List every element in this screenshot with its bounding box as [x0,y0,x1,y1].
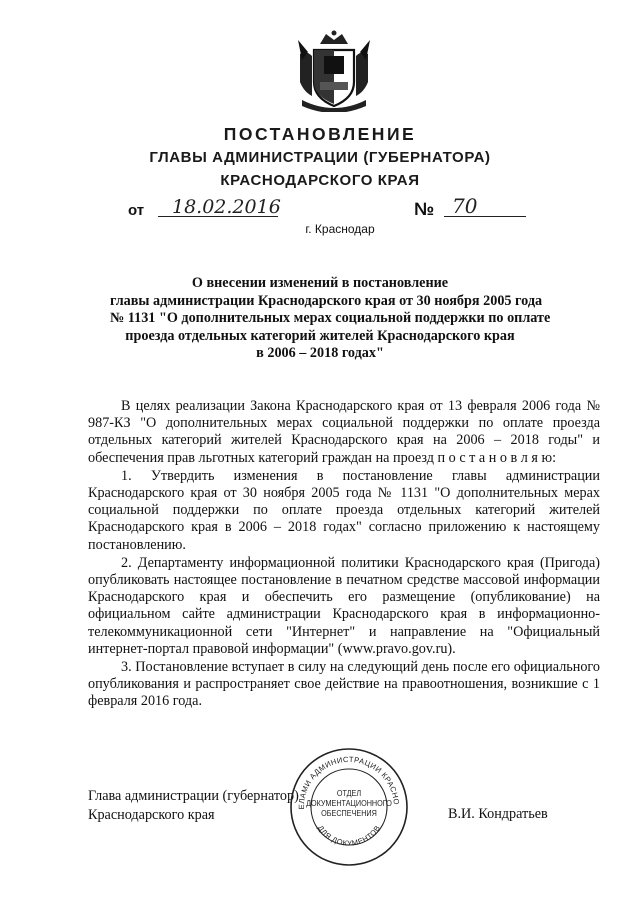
signatory-position-line-2: Краснодарского края [88,807,215,823]
issuer-line-1: ГЛАВЫ АДМИНИСТРАЦИИ (ГУБЕРНАТОРА) [149,149,491,166]
stamp-center-text [295,788,402,818]
clause-3-paragraph: 3. Постановление вступает в силу на следующий день после его официального опубликования и распространяет свое действие на правоотношения, возникшие с 1 февраля 2016 года. [88,659,600,710]
stamp-center-line: ОБЕСПЕЧЕНИЯ [321,808,377,818]
subject-line: главы администрации Краснодарского края от 30 ноября 2005 года [110,292,543,309]
document-subject [110,275,551,363]
document-date: 18.02.2016 [172,196,281,218]
subject-line: № 1131 "О дополнительных мерах социальной поддержки по оплате [110,310,551,327]
document-body [88,398,600,712]
signatory-name: В.И. Кондратьев [448,806,548,822]
stamp-ring-bottom-text: ДЛЯ ДОКУМЕНТОВ [315,823,383,848]
preamble-paragraph: В целях реализации Закона Краснодарского края от 13 февраля 2006 года № 987-КЗ "О дополнительных мерах социальной поддержки по оплате проезда отдельных категорий жителей Краснодарского края на 2006 – 2018 годы" и обеспечения прав льготных категорий граждан на проезд п о с т а н о в л я ю: [88,398,600,466]
subject-line: в 2006 – 2018 годах" [256,345,384,362]
document-number: 70 [452,194,478,218]
svg-text:ДЛЯ ДОКУМЕНТОВ [316,824,382,848]
stamp-center-line: ДОКУМЕНТАЦИОННОГО [306,798,392,808]
clause-2-paragraph: 2. Департаменту информационной политики Краснодарского края (Пригода) опубликовать настоящее постановление в печатном средстве массовой информации Краснодарского края и обеспечить его размещение (опубликование) на официальном сайте администрации Краснодарского края в информационно-телекоммуникационной сети "Интернет" и направление на "Официальный интернет-портал правовой информации" (www.pravo.gov.ru). [88,554,600,657]
document-type-title: ПОСТАНОВЛЕНИЕ [223,124,417,144]
number-label: № [414,199,435,219]
clause-1-paragraph: 1. Утвердить изменения в постановление главы администрации Краснодарского края от 30 ноября 2005 года № 1131 "О дополнительных мерах социальной поддержки по оплате проезда отдельных категорий жителей Краснодарского края в 2006 – 2018 годах" согласно приложению к настоящему постановлению. [88,467,600,553]
stamp-center-line: ОТДЕЛ [336,788,362,798]
coat-of-arms-emblem [296,30,372,112]
signatory-position-line-1: Глава администрации (губернатор) [88,788,299,804]
stamp-ring-top-text: ЕЛАМИ АДМИНИСТРАЦИИ КРАСНО [296,754,402,810]
date-label: от [128,202,145,219]
signatory-position [88,787,299,825]
official-stamp [286,744,412,870]
issuer-line-2: КРАСНОДАРСКОГО КРАЯ [220,172,420,189]
city-line: г. Краснодар [305,222,375,236]
subject-line: проезда отдельных категорий жителей Краснодарского края [125,327,515,344]
subject-line: О внесении изменений в постановление [191,275,449,291]
